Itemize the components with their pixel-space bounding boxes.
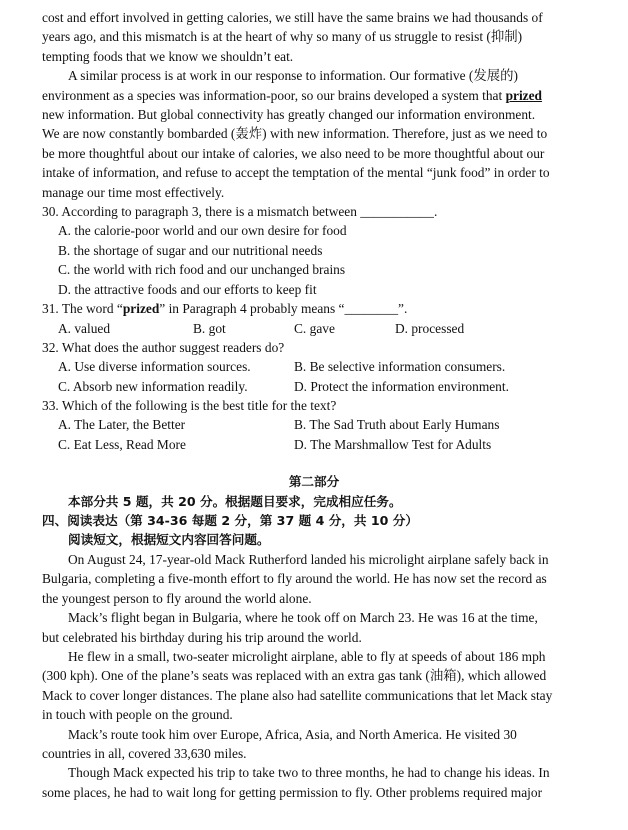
options-row — [42, 377, 586, 396]
text-run: ” in Paragraph 4 probably means “________”. — [159, 301, 408, 317]
question-30 — [42, 202, 586, 299]
text-run: 31. The word “ — [42, 301, 123, 317]
text-line: manage our time most effectively. — [42, 184, 225, 200]
section-heading: 四、阅读表达（第 34-36 每题 2 分，第 37 题 4 分，共 10 分） — [42, 513, 418, 529]
option-d[interactable]: D. Protect the information environment. — [294, 378, 509, 394]
option-b[interactable]: B. The Sad Truth about Early Humans — [294, 417, 500, 433]
options-row — [42, 319, 586, 338]
paragraph-4 — [42, 66, 586, 202]
question-stem: 32. What does the author suggest readers do? — [42, 339, 285, 355]
passage-line: some places, he had to wait long for getting permission to fly. Other problems required major — [42, 784, 543, 800]
passage-line: Bulgaria, completing a five-month effort to fly around the world. He has now set the record as — [42, 571, 547, 587]
options-row — [42, 415, 586, 434]
text-line: cost and effort involved in getting calories, we still have the same brains we had thousands of — [42, 10, 543, 25]
option-c[interactable]: C. gave — [294, 320, 335, 336]
question-33 — [42, 396, 586, 454]
question-stem: 33. Which of the following is the best title for the text? — [42, 398, 337, 414]
part-2-header — [42, 472, 586, 550]
passage-line: in touch with people on the ground. — [42, 707, 233, 723]
text-line: years ago, and this mismatch is at the heart of why so many of us struggle to resist (抑制) — [42, 29, 523, 45]
options-row — [42, 435, 586, 454]
option-b[interactable]: B. Be selective information consumers. — [294, 359, 506, 375]
question-stem: 30. According to paragraph 3, there is a mismatch between ___________. — [42, 204, 438, 220]
option-b[interactable]: B. the shortage of sugar and our nutritional needs — [58, 242, 323, 258]
options-row — [42, 357, 586, 376]
text-run: environment as a species was information-poor, so our brains developed a system that — [42, 87, 506, 103]
part-title: 第二部分 — [288, 474, 340, 490]
question-stem — [42, 299, 586, 318]
passage-line: Mack’s flight began in Bulgaria, where he took off on March 23. He was 16 at the time, — [68, 610, 538, 626]
text-line: tempting foods that we know we shouldn’t eat. — [42, 48, 294, 64]
question-31 — [42, 299, 586, 338]
option-d[interactable]: D. the attractive foods and our efforts to keep fit — [58, 281, 317, 297]
highlighted-word: prized — [122, 301, 160, 317]
text-line: be more thoughtful about our intake of calories, we also need to be more thoughtful about our — [42, 145, 545, 161]
part-instruction: 本部分共 5 题，共 20 分。根据题目要求，完成相应任务。 — [68, 493, 402, 509]
passage-line: countries in all, covered 33,630 miles. — [42, 745, 247, 761]
text-line: intake of information, and refuse to accept the temptation of the mental “junk food” in order to — [42, 165, 550, 181]
text-line: A similar process is at work in our response to information. Our formative (发展的) — [68, 68, 518, 84]
option-a[interactable]: A. the calorie-poor world and our own desire for food — [58, 223, 347, 239]
option-a[interactable]: A. The Later, the Better — [58, 417, 186, 433]
exam-page — [42, 8, 586, 802]
option-b[interactable]: B. got — [193, 320, 226, 336]
text-line: We are now constantly bombarded (轰炸) with new information. Therefore, just as we need to — [42, 126, 548, 142]
passage-line: the youngest person to fly around the world alone. — [42, 590, 312, 606]
question-32 — [42, 338, 586, 396]
option-a[interactable]: A. valued — [58, 320, 111, 336]
passage-line: Mack’s route took him over Europe, Africa, Asia, and North America. He visited 30 — [68, 726, 517, 742]
option-c[interactable]: C. Absorb new information readily. — [58, 378, 248, 394]
option-c[interactable]: C. the world with rich food and our unchanged brains — [58, 262, 346, 278]
section-gap — [42, 454, 586, 472]
passage-line: Mack to cover longer distances. The plane also had satellite communications that let Mack stay — [42, 687, 553, 703]
paragraph-3-tail — [42, 8, 586, 66]
text-line — [42, 86, 586, 105]
passage-line: He flew in a small, two-seater microlight airplane, able to fly at speeds of about 186 mph — [68, 648, 546, 664]
highlighted-word: prized — [505, 87, 543, 103]
text-line: new information. But global connectivity has greatly changed our information environment. — [42, 107, 536, 123]
reading-passage — [42, 550, 586, 802]
option-d[interactable]: D. processed — [395, 320, 465, 336]
passage-line: but celebrated his birthday during his trip around the world. — [42, 629, 362, 645]
passage-line: (300 kph). One of the plane’s seats was replaced with an extra gas tank (油箱), which allowed — [42, 668, 547, 684]
option-d[interactable]: D. The Marshmallow Test for Adults — [294, 436, 492, 452]
passage-line: On August 24, 17-year-old Mack Rutherford landed his microlight airplane safely back in — [68, 551, 549, 567]
section-directions: 阅读短文，根据短文内容回答问题。 — [68, 532, 270, 548]
passage-line: Though Mack expected his trip to take two to three months, he had to change his ideas. In — [68, 765, 550, 781]
option-a[interactable]: A. Use diverse information sources. — [58, 359, 251, 375]
option-c[interactable]: C. Eat Less, Read More — [58, 436, 186, 452]
